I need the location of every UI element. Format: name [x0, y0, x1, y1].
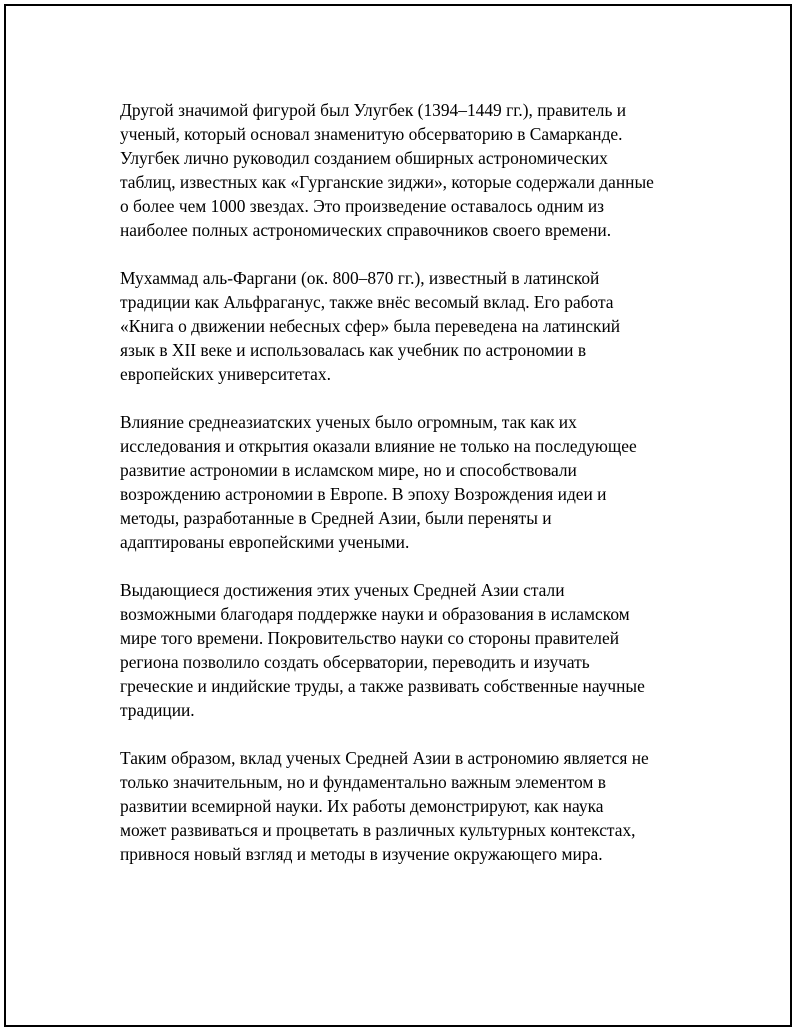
text-line: традиции. [120, 700, 195, 720]
text-line: развитие астрономии в исламском мире, но и способствовали [120, 460, 577, 480]
text-line: наиболее полных астрономических справочников своего времени. [120, 220, 612, 240]
text-line: привнося новый взгляд и методы в изучение окружающего мира. [120, 844, 603, 864]
text-line: региона позволило создать обсерватории, переводить и изучать [120, 652, 590, 672]
text-line: только значительным, но и фундаментально важным элементом в [120, 772, 606, 792]
text-line: может развиваться и процветать в различных культурных контекстах, [120, 820, 636, 840]
text-line: методы, разработанные в Средней Азии, были переняты и [120, 508, 552, 528]
text-line: Другой значимой фигурой был Улугбек (1394–1449 гг.), правитель и [120, 100, 627, 120]
text-line: ученый, который основал знаменитую обсерваторию в Самарканде. [120, 124, 623, 144]
paragraph-al-fargani [120, 266, 700, 386]
text-line: возрождению астрономии в Европе. В эпоху Возрождения идеи и [120, 484, 607, 504]
text-line: европейских университетах. [120, 364, 331, 384]
text-line: развитии всемирной науки. Их работы демонстрируют, как наука [120, 796, 604, 816]
text-line: греческие и индийские труды, а также развивать собственные научные [120, 676, 645, 696]
text-line: о более чем 1000 звездах. Это произведение оставалось одним из [120, 196, 605, 216]
text-line: мире того времени. Покровительство науки со стороны правителей [120, 628, 620, 648]
text-line: язык в XII веке и использовалась как учебник по астрономии в [120, 340, 587, 360]
text-line: адаптированы европейскими учеными. [120, 532, 410, 552]
text-line: Выдающиеся достижения этих ученых Средней Азии стали [120, 580, 565, 600]
paragraph-achievements [120, 578, 700, 722]
text-line: исследования и открытия оказали влияние не только на последующее [120, 436, 637, 456]
text-line: Улугбек лично руководил созданием обширных астрономических [120, 148, 608, 168]
text-line: Влияние среднеазиатских ученых было огромным, так как их [120, 412, 577, 432]
text-line: возможными благодаря поддержке науки и образования в исламском [120, 604, 630, 624]
paragraph-influence [120, 410, 700, 554]
document-body [120, 98, 700, 890]
paragraph-conclusion [120, 746, 700, 866]
text-line: «Книга о движении небесных сфер» была переведена на латинский [120, 316, 621, 336]
text-line: Мухаммад аль-Фаргани (ок. 800–870 гг.), известный в латинской [120, 268, 600, 288]
text-line: традиции как Альфраганус, также внёс весомый вклад. Его работа [120, 292, 614, 312]
paragraph-ulugbek [120, 98, 700, 242]
text-line: Таким образом, вклад ученых Средней Азии в астрономию является не [120, 748, 649, 768]
page-border [4, 4, 792, 1027]
text-line: таблиц, известных как «Гурганские зиджи», которые содержали данные [120, 172, 654, 192]
